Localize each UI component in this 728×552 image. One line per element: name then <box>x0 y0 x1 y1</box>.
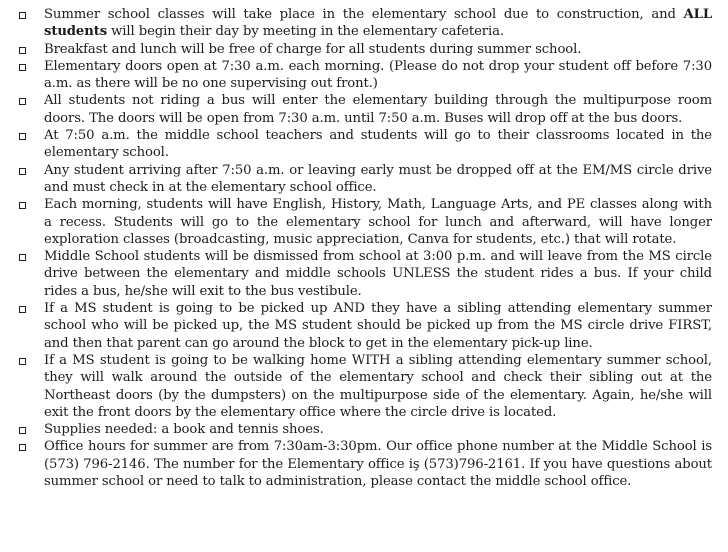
list-item <box>0 421 728 438</box>
item-text: Each morning, students will have English, History, Math, Language Arts, and PE classes along with a recess. Students will go to the elementary school for lunch and afterward, will have longer exploration classes (broadcasting, music appreciation, Canva for students, etc.) that will rotate. <box>44 197 712 247</box>
item-text: All students not riding a bus will enter the elementary building through the multipurpose room doors. The doors will be open from 7:30 a.m. until 7:50 a.m. Buses will drop off at the bus doors. <box>44 93 712 126</box>
list-item <box>0 127 728 162</box>
item-text-after: will begin their day by meeting in the elementary cafeteria. <box>107 24 504 40</box>
item-text: Summer school classes will take place in the elementary school due to construction, and <box>44 7 684 22</box>
item-text: Office hours for summer are from 7:30am-3:30pm. Our office phone number at the Middle School is (573) 796-2146. The number for the Elementary office iş (573)796-2161. If you have questions about summer school or need to talk to administration, please contact the middle school office. <box>44 439 712 490</box>
checkbox-icon <box>19 12 26 19</box>
list-item <box>0 196 728 248</box>
checkbox-icon <box>19 98 26 105</box>
item-text: Any student arriving after 7:50 a.m. or leaving early must be dropped off at the EM/MS circle drive and must check in at the elementary school office. <box>44 162 712 195</box>
checkbox-icon <box>19 133 26 140</box>
document-page <box>0 6 728 490</box>
checklist <box>0 6 728 490</box>
checkbox-icon <box>19 202 26 209</box>
item-text: Breakfast and lunch will be free of charge for all students during summer school. <box>44 41 582 57</box>
list-item <box>0 438 728 490</box>
list-item <box>0 6 728 41</box>
item-text: Middle School students will be dismissed from school at 3:00 p.m. and will leave from the MS circle drive between the elementary and middle schools UNLESS the student rides a bus. If your child rides a bus, he/she will exit to the bus vestibule. <box>44 249 712 299</box>
item-text: Supplies needed: a book and tennis shoes. <box>44 422 324 438</box>
list-item <box>0 162 728 197</box>
item-text: At 7:50 a.m. the middle school teachers and students will go to their classrooms located in the elementary school. <box>44 128 712 161</box>
list-item <box>0 92 728 127</box>
list-item <box>0 300 728 352</box>
list-item <box>0 58 728 93</box>
checkbox-icon <box>19 47 26 54</box>
checkbox-icon <box>19 64 26 71</box>
item-text: If a MS student is going to be walking home WITH a sibling attending elementary summer school, they will walk around the outside of the elementary school and check their sibling out at the Northeast doors (by the dumpsters) on the multipurpose side of the elementary. Again, he/she will exit the front doors by the elementary office where the circle drive is located. <box>44 352 712 420</box>
item-text: Elementary doors open at 7:30 a.m. each morning. (Please do not drop your student off before 7:30 a.m. as there will be no one supervising out front.) <box>44 58 712 92</box>
list-item <box>0 248 728 300</box>
checkbox-icon <box>19 254 26 261</box>
checkbox-icon <box>19 168 26 175</box>
checkbox-icon <box>19 444 26 451</box>
list-item <box>0 41 728 58</box>
checkbox-icon <box>19 427 26 434</box>
checkbox-icon <box>19 306 26 313</box>
item-text: If a MS student is going to be picked up AND they have a sibling attending elementary summer school who will be picked up, the MS student should be picked up from the MS circle drive FIRST, and then that parent can go around the block to get in the elementary pick-up line. <box>44 301 712 351</box>
list-item <box>0 352 728 421</box>
item-emphasis: ALL students <box>44 7 712 40</box>
checkbox-icon <box>19 358 26 365</box>
